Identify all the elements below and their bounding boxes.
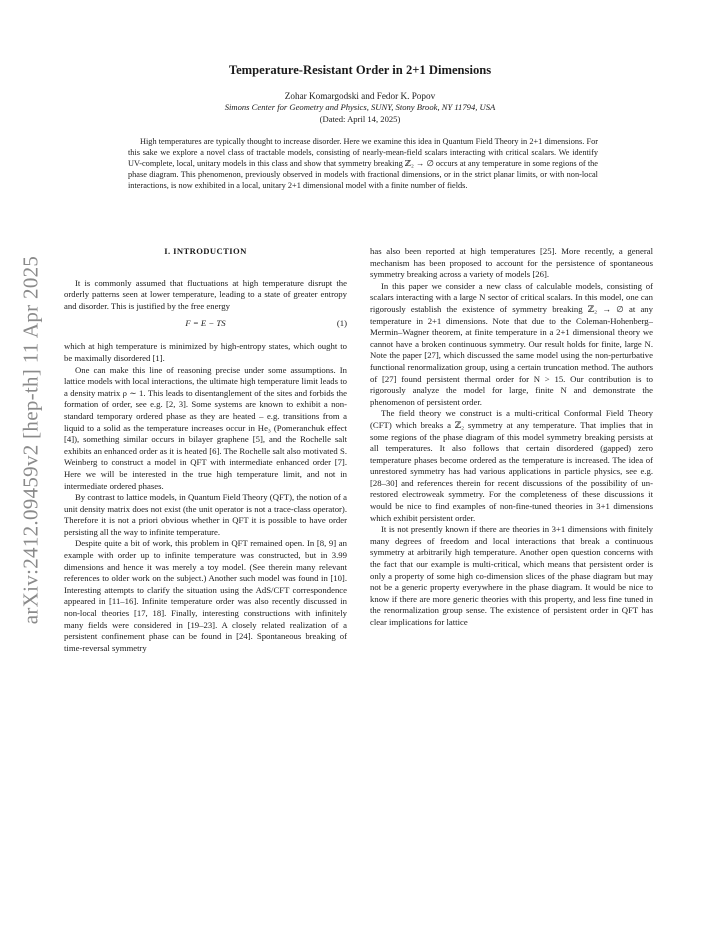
arxiv-side-identifier (8, 225, 54, 655)
abstract (128, 137, 598, 192)
affiliation: Simons Center for Geometry and Physics, SUNY, Stony Brook, NY 11794, USA (224, 102, 496, 112)
paragraph: One can make this line of reasoning precise under some assumptions. In lattice models with local interactions, the ultimate high temperature limit leads to a density matrix ρ ∼ 1. This leads to disentanglement of the sites and forbids the formation of order, see e.g. [2, 3]. Some systems are known to exhibit a non-standard temporary ordered phase as they are heated – e.g. transitions from a liquid to a solid as the temperature increases occur in He₃ (Pomeranchuk effect [4]), something similar occurs in bilayer graphene [5], and the Rochelle salt exhibits an enhanced order as it is heated [6]. The Rochelle salt also motivated S. Weinberg to construct a model in QFT with intermediate enhanced order [7]. Here we will be interested in the true high temperature limit, and not in intermediate ordered phases. (64, 364, 347, 491)
paragraph: By contrast to lattice models, in Quantum Field Theory (QFT), the notion of a unit density matrix does not exist (the unit operator is not a trace-class operator). Therefore it is not a priori obvious whether in QFT it is possible to have order persisting all the way to infinite temperature. (64, 492, 347, 537)
right-column (370, 246, 653, 629)
paragraph: The field theory we construct is a multi-critical Conformal Field Theory (CFT) which breaks a ℤ₂ symmetry at any temperature. That implies that in some regions of the phase diagram of this model symmetry breaking persists at all temperatures. It also follows that certain disordered (gapped) zero temperature phases become ordered as the temperature is increased. The idea of unrestored symmetry has had various applications in particle physics, see e.g. [28–30] and references therein for recent discussions of the possibility of un-restored electroweak symmetry. For the completeness of these discussions it would be nice to find examples of non-fine-tuned theories in 3+1 dimensions which exhibit persistent order. (370, 408, 653, 523)
equation (64, 318, 347, 334)
left-column (64, 246, 347, 654)
paragraph: has also been reported at high temperatures [25]. More recently, a general mechanism has been proposed to account for the persistence of spontaneous symmetry breaking across a variety of models [26]. (370, 246, 653, 280)
authors: Zohar Komargodski and Fedor K. Popov (284, 91, 436, 101)
equation-body: F = E − TS (185, 318, 226, 329)
abstract-text: High temperatures are typically thought to increase disorder. Here we examine this idea in Quantum Field Theory in 2+1 dimensions. For this sake we explore a novel class of tractable models, consisting of nearly-mean-field scalars interacting with critical scalars. We identify UV-complete, local, unitary models in this class and show that symmetry breaking ℤ₂ → ∅ occurs at any temperature in some regions of the phase diagram. This phenomenon, previously observed in models with fractional dimensions, or in the strict planar limits, or with non-local interactions, is now exhibited in a local, unitary 2+1 dimensional model with a finite number of fields. (128, 137, 598, 190)
paragraph: It is commonly assumed that fluctuations at high temperature disrupt the orderly patterns seen at lower temperature, leading to a state of greater entropy and disorder. This is justified by the free energy (64, 277, 347, 311)
paragraph: which at high temperature is minimized by high-entropy states, which ought to be maximally disordered [1]. (64, 341, 347, 363)
paragraph: In this paper we consider a new class of calculable models, consisting of scalars interacting with a large N sector of critical scalars. In this model, one can rigorously establish the existence of symmetry breaking ℤ₂ → ∅ at any temperature in 2+1 dimensions. Note that due to the Coleman-Hohenberg–Mermin–Wagner theorem, at finite temperature in a 2+1 dimensional theory we cannot have a broken continuous symmetry. Our result holds for finite, large N. Note the paper [27], which discussed the same model using the non-perturbative functional renormalization group, using a certain truncation method. The authors of [27] found persistent thermal order for N > 15. Our contribution is to rigorously analyze the model for large, finite N and demonstrate the phenomenon of persistent order. (370, 280, 653, 407)
section-heading: I. INTRODUCTION (164, 246, 247, 256)
paragraph: It is not presently known if there are theories in 3+1 dimensions with finitely many degrees of freedom and local interactions that break a continuous symmetry at arbitrarily high temperature. Another open question concerns with the fact that our example is multi-critical, which means that persistent order is only a property of some high co-dimension slices of the phase diagram but may not be a generic property everywhere in the phase diagram. It would be nice to know if there are more generic theories with this property, and less fine tuned in the renormalization group sense. The existence of persistent order in QFT has clear implications for lattice (370, 524, 653, 627)
arxiv-id-text: arXiv:2412.09459v2 [hep-th] 11 Apr 2025 (18, 255, 43, 625)
paper-title: Temperature-Resistant Order in 2+1 Dimensions (228, 63, 492, 77)
paragraph: Despite quite a bit of work, this problem in QFT remained open. In [8, 9] an example with order up to infinite temperature was constructed, but in 3.99 dimensions and hence it was merely a toy model. (See therein many relevant references to older work on the subject.) Another such model was found in [10]. Interesting attempts to clarify the situation using the AdS/CFT correspondence appeared in [11–16]. Infinite temperature order was also recently discussed in non-local theories [17, 18]. Finally, interesting constructions with infinitely many fields were considered in [19–23]. A closely related realization of a persistent confinement phase can be found in [24]. Spontaneous breaking of time-reversal symmetry (64, 538, 347, 653)
paper-header (0, 62, 720, 125)
equation-number: (1) (336, 318, 347, 329)
date-line: (Dated: April 14, 2025) (319, 114, 401, 124)
